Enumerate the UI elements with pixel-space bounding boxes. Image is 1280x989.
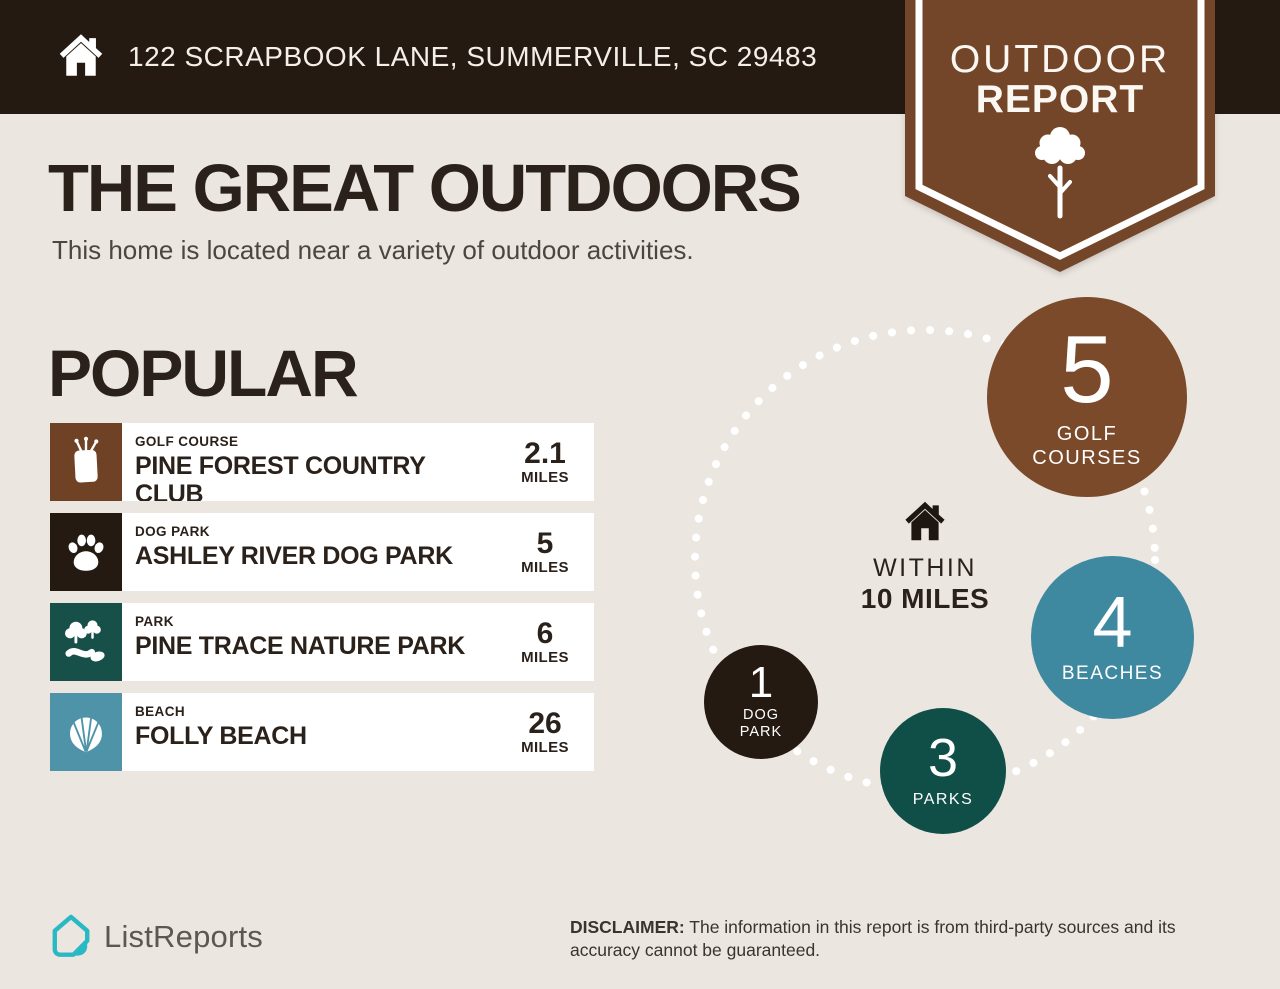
- item-category: DOG PARK: [135, 524, 210, 539]
- item-distance: 6 MILES: [521, 616, 569, 666]
- item-category: PARK: [135, 614, 174, 629]
- disclaimer-label: DISCLAIMER:: [570, 917, 685, 937]
- paw-icon: [50, 513, 122, 591]
- radius-miles-label: 10 MILES: [860, 583, 990, 614]
- golf-courses-count: 5: [1060, 316, 1114, 424]
- brand-name: ListReports: [104, 919, 263, 954]
- parks-count: 3: [927, 727, 959, 788]
- page-subtitle: This home is located near a variety of outdoor activities.: [52, 235, 694, 265]
- beaches-label: BEACHES: [1061, 663, 1164, 685]
- beaches-bubble: [1031, 556, 1194, 719]
- listreports-logo: [50, 912, 263, 962]
- item-name: FOLLY BEACH: [135, 722, 307, 750]
- item-name: ASHLEY RIVER DOG PARK: [135, 542, 453, 570]
- dog-park-label: DOG PARK: [739, 707, 783, 741]
- item-distance: 26 MILES: [521, 706, 569, 756]
- page-title: THE GREAT OUTDOORS: [48, 151, 800, 226]
- popular-list: [50, 423, 594, 783]
- golf-bag-icon: [50, 423, 122, 501]
- listreports-logo-icon: [50, 912, 92, 962]
- parks-bubble: [880, 708, 1006, 834]
- disclaimer-text: DISCLAIMER: The information in this report is from third-party sources and its accuracy cannot be guaranteed.: [570, 917, 1176, 961]
- popular-heading: POPULAR: [48, 336, 357, 410]
- badge-title-line1: OUTDOOR: [949, 38, 1171, 81]
- home-icon: [55, 22, 107, 88]
- item-distance: 5 MILES: [521, 526, 569, 576]
- dog-park-count: 1: [748, 658, 774, 708]
- badge-title-line2: REPORT: [975, 78, 1145, 121]
- park-trees-icon: [50, 603, 122, 681]
- item-name: PINE TRACE NATURE PARK: [135, 632, 465, 660]
- outdoor-report-badge: [905, 0, 1215, 274]
- item-category: BEACH: [135, 704, 186, 719]
- dog-park-bubble: [704, 645, 818, 759]
- item-name: PINE FOREST COUNTRY CLUB: [135, 452, 426, 501]
- parks-label: PARKS: [912, 791, 974, 809]
- home-icon: [901, 497, 949, 545]
- golf-courses-label: GOLF COURSES: [1032, 422, 1142, 469]
- list-item-park: [50, 603, 594, 681]
- within-label: WITHIN: [873, 554, 977, 582]
- seashell-icon: [50, 693, 122, 771]
- list-item-golf-course: [50, 423, 594, 501]
- item-category: GOLF COURSE: [135, 434, 239, 449]
- golf-courses-bubble: [987, 297, 1187, 497]
- list-item-beach: [50, 693, 594, 771]
- item-distance: 2.1 MILES: [521, 436, 569, 486]
- list-item-dog-park: [50, 513, 594, 591]
- beaches-count: 4: [1092, 582, 1133, 663]
- tree-icon: [1028, 124, 1092, 220]
- property-address: 122 SCRAPBOOK LANE, SUMMERVILLE, SC 29483: [128, 41, 818, 72]
